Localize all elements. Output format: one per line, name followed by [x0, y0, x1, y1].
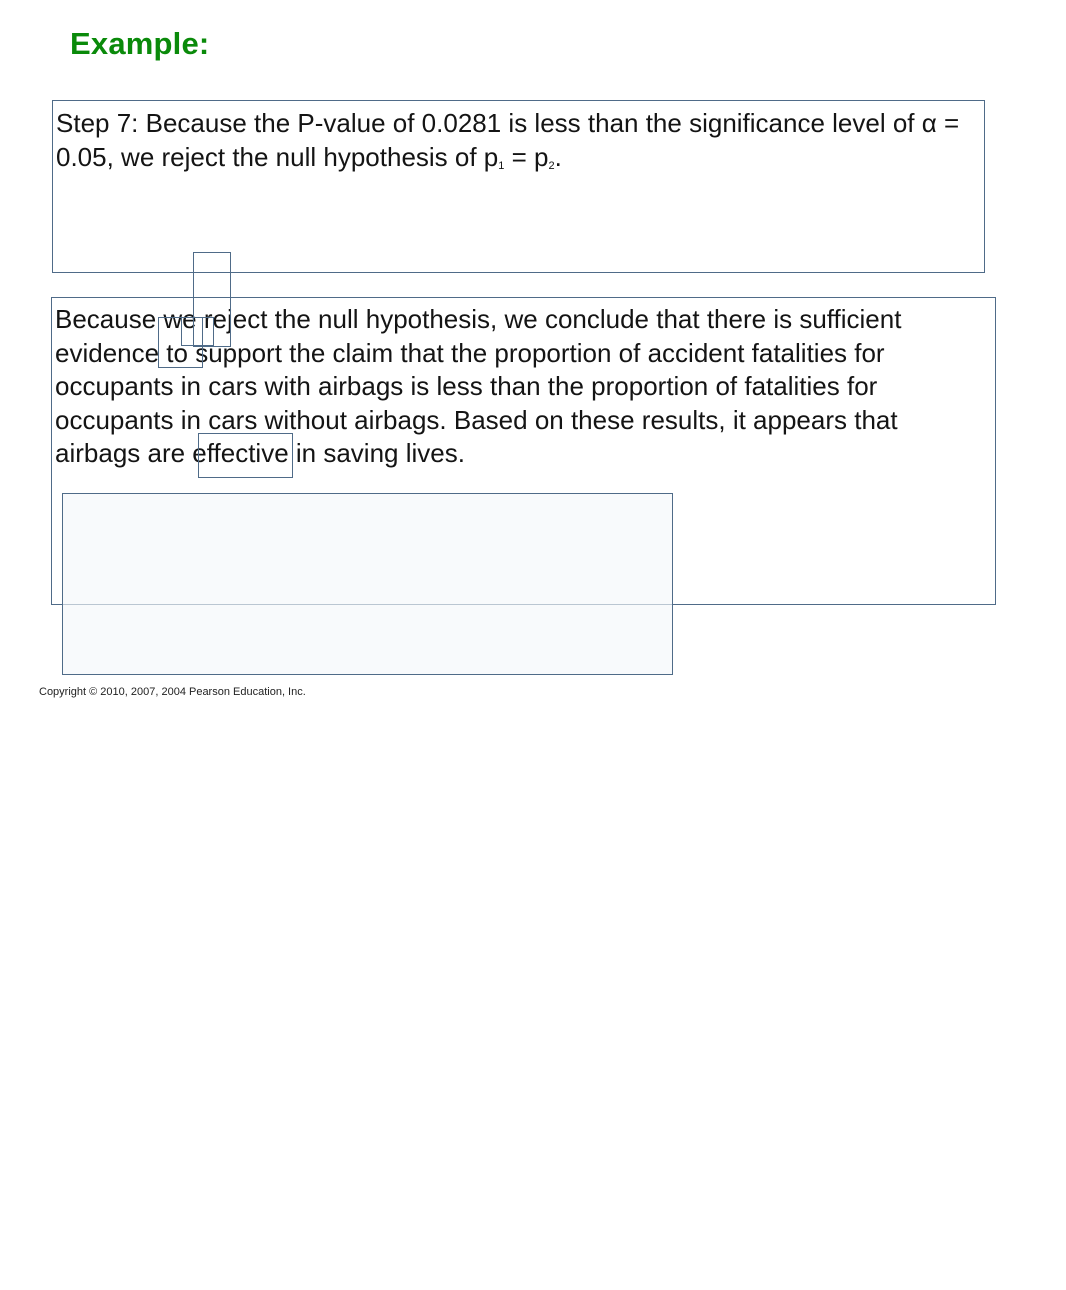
slide-title: Example:	[70, 26, 210, 61]
conclusion-text: Because we reject the null hypothesis, we conclude that there is sufficient evidence to support the claim that the proportion of accident fatalities for occupants in cars with airbags is less than the proportion of fatalities for occupants in cars without airbags. Based on these results, it appears that airbags are effective in saving lives.	[55, 304, 902, 468]
period-text: .	[554, 142, 562, 172]
empty-overlay-box	[62, 493, 673, 675]
subscript-2: 2	[548, 160, 555, 172]
empty-outline-box	[181, 317, 214, 346]
equals-text: = p	[504, 142, 549, 172]
copyright-notice: Copyright © 2010, 2007, 2004 Pearson Education, Inc.	[39, 686, 306, 698]
empty-outline-box	[198, 433, 293, 478]
subscript-1: 1	[498, 160, 505, 172]
step-7-main-text: Step 7: Because the P-value of 0.0281 is less than the significance level of α = 0.05, we reject the null hypothesis of p	[56, 108, 960, 172]
step-7-text	[56, 106, 981, 174]
